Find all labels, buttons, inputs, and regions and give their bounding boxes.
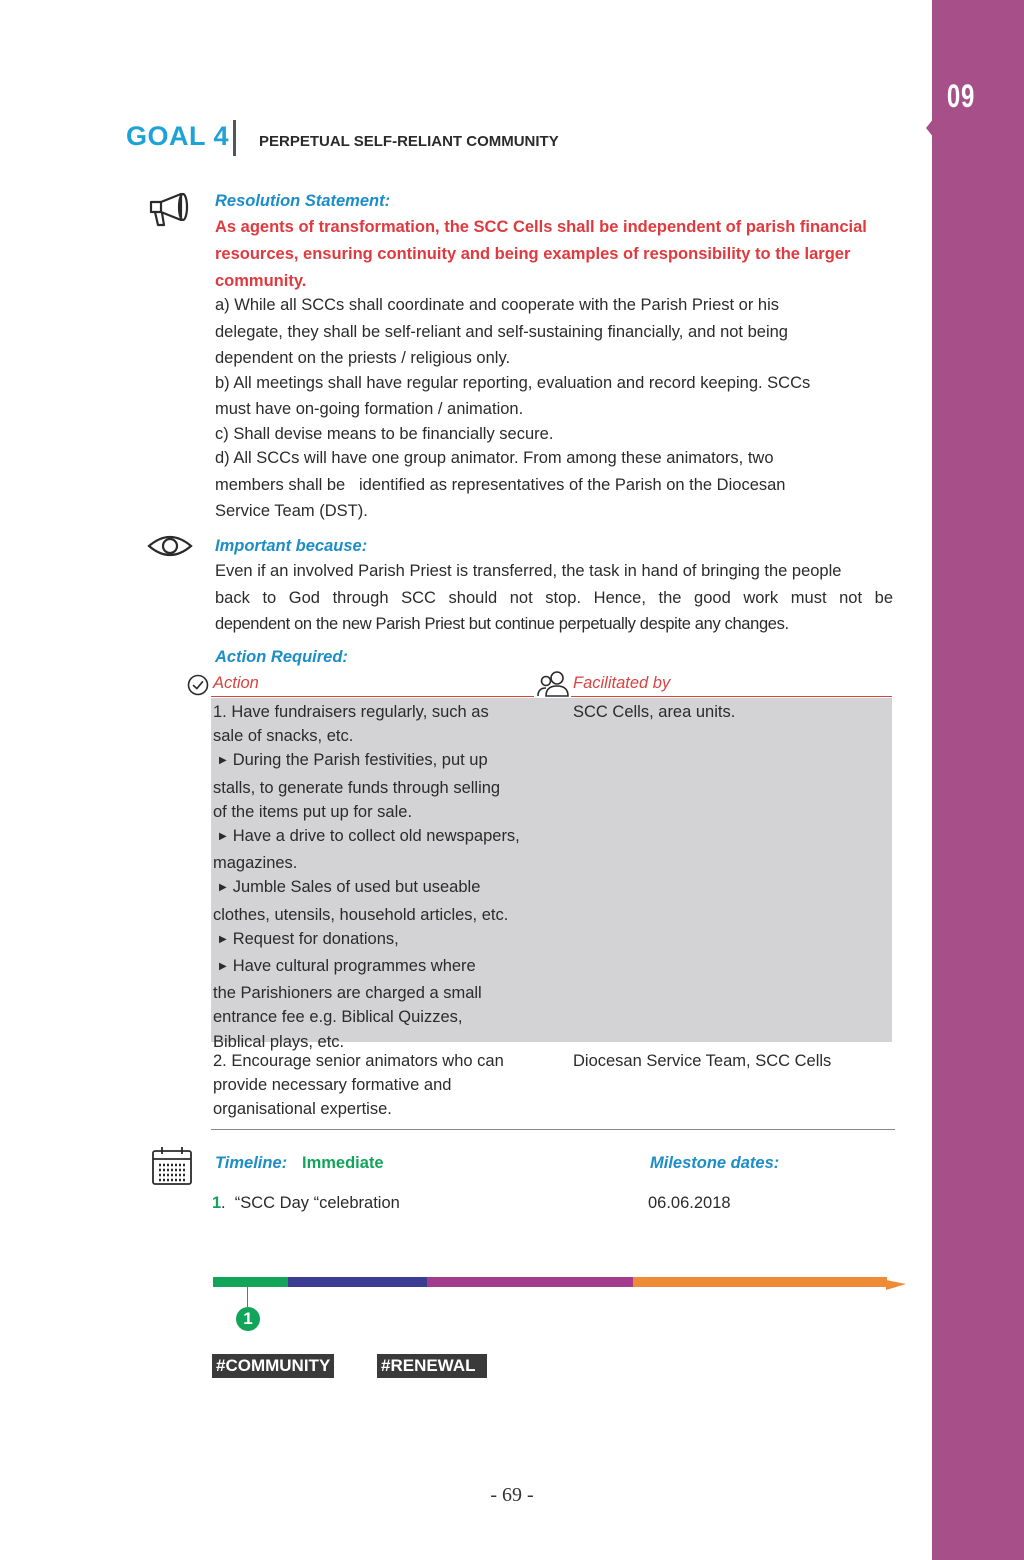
action-bullet: ▶ Jumble Sales of used but useable bbox=[213, 875, 563, 902]
action-required-label: Action Required: bbox=[215, 648, 348, 666]
resolution-body-line: Service Team (DST). bbox=[215, 502, 368, 520]
milestone-number: 1 bbox=[212, 1194, 222, 1212]
progress-segment-4 bbox=[633, 1277, 887, 1287]
calendar-icon bbox=[151, 1146, 193, 1191]
resolution-body-line: delegate, they shall be self-reliant and self-sustaining financially, and not being bbox=[215, 323, 788, 341]
hashtag-community: #COMMUNITY bbox=[212, 1354, 334, 1378]
action-line: organisational expertise. bbox=[213, 1100, 392, 1119]
eye-icon bbox=[147, 534, 193, 563]
resolution-statement-line-1: As agents of transformation, the SCC Cells shall be independent of parish financial bbox=[215, 218, 867, 236]
facilitated-cell: Diocesan Service Team, SCC Cells bbox=[573, 1052, 832, 1070]
milestone-text: . “SCC Day “celebration bbox=[221, 1194, 400, 1212]
action-line: clothes, utensils, household articles, etc. bbox=[213, 905, 509, 924]
resolution-body-line: must have on-going formation / animation. bbox=[215, 400, 524, 418]
resolution-body-line: b) All meetings shall have regular reporting, evaluation and record keeping. SCCs bbox=[215, 374, 811, 392]
page-number: - 69 - bbox=[490, 1484, 534, 1506]
important-line-2: back to God through SCC should not stop. Hence, the good work must not be bbox=[215, 589, 893, 607]
action-line: 1. Have fundraisers regularly, such as bbox=[213, 703, 489, 721]
hashtag-renewal: #RENEWAL bbox=[377, 1354, 487, 1378]
action-line: of the items put up for sale. bbox=[213, 802, 413, 821]
resolution-body-line: a) While all SCCs shall coordinate and cooperate with the Parish Priest or his bbox=[215, 296, 780, 314]
caret-right-icon bbox=[213, 751, 233, 769]
important-line-1: Even if an involved Parish Priest is transferred, the task in hand of bringing the people bbox=[215, 562, 842, 580]
action-line: the Parishioners are charged a small bbox=[213, 984, 482, 1003]
action-line: provide necessary formative and bbox=[213, 1076, 452, 1095]
resolution-body-line: d) All SCCs will have one group animator. From among these animators, two bbox=[215, 449, 774, 467]
table-bottom-rule bbox=[211, 1129, 895, 1130]
milestone-label: Milestone dates: bbox=[650, 1154, 780, 1172]
caret-right-icon bbox=[213, 957, 233, 975]
table-row bbox=[213, 1049, 563, 1122]
progress-marker-stem bbox=[247, 1287, 248, 1307]
action-bullet: ▶ Have cultural programmes where bbox=[213, 954, 563, 981]
action-line: entrance fee e.g. Biblical Quizzes, bbox=[213, 1008, 463, 1027]
column-header-underline bbox=[571, 696, 892, 697]
megaphone-icon bbox=[147, 192, 193, 233]
chapter-sidebar bbox=[932, 0, 1024, 1560]
timeline-label: Timeline: bbox=[215, 1154, 288, 1172]
table-row bbox=[213, 700, 563, 1054]
progress-segment-1 bbox=[213, 1277, 288, 1287]
caret-right-icon bbox=[213, 930, 233, 948]
action-bullet: ▶ Request for donations, bbox=[213, 927, 563, 954]
important-label: Important because: bbox=[215, 537, 368, 555]
facilitated-cell: SCC Cells, area units. bbox=[573, 703, 736, 721]
timeline-value: Immediate bbox=[302, 1154, 384, 1172]
goal-divider bbox=[233, 120, 236, 156]
column-header-facilitated: Facilitated by bbox=[573, 674, 671, 692]
goal-subtitle: PERPETUAL SELF-RELIANT COMMUNITY bbox=[259, 133, 559, 150]
progress-arrow-tip bbox=[886, 1277, 906, 1295]
chapter-number: 09 bbox=[946, 78, 976, 114]
progress-marker: 1 bbox=[236, 1307, 260, 1331]
action-line: sale of snacks, etc. bbox=[213, 727, 354, 746]
goal-title: GOAL 4 bbox=[126, 121, 230, 151]
important-line-3: dependent on the new Parish Priest but continue perpetually despite any changes. bbox=[215, 615, 789, 633]
caret-right-icon bbox=[213, 827, 233, 845]
resolution-label: Resolution Statement: bbox=[215, 192, 391, 210]
caret-right-icon bbox=[213, 878, 233, 896]
progress-segment-2 bbox=[288, 1277, 427, 1287]
action-bullet: ▶ Have a drive to collect old newspapers, bbox=[213, 824, 563, 851]
sidebar-notch bbox=[926, 118, 934, 138]
action-line: 2. Encourage senior animators who can bbox=[213, 1052, 504, 1070]
resolution-body-line: dependent on the priests / religious only. bbox=[215, 349, 511, 367]
check-circle-icon bbox=[187, 674, 209, 701]
column-header-action: Action bbox=[213, 674, 259, 692]
resolution-body-line: c) Shall devise means to be financially secure. bbox=[215, 425, 554, 443]
progress-segment-3 bbox=[427, 1277, 633, 1287]
resolution-statement-line-3: community. bbox=[215, 272, 307, 290]
action-line: Biblical plays, etc. bbox=[213, 1032, 345, 1051]
action-line: magazines. bbox=[213, 854, 298, 873]
action-line: stalls, to generate funds through selling bbox=[213, 778, 501, 797]
action-bullet: ▶ During the Parish festivities, put up bbox=[213, 748, 563, 775]
milestone-date: 06.06.2018 bbox=[648, 1194, 731, 1212]
column-header-underline bbox=[211, 696, 534, 697]
resolution-body-line: members shall be identified as representatives of the Parish on the Diocesan bbox=[215, 476, 786, 494]
resolution-statement-line-2: resources, ensuring continuity and being examples of responsibility to the larger bbox=[215, 245, 851, 263]
